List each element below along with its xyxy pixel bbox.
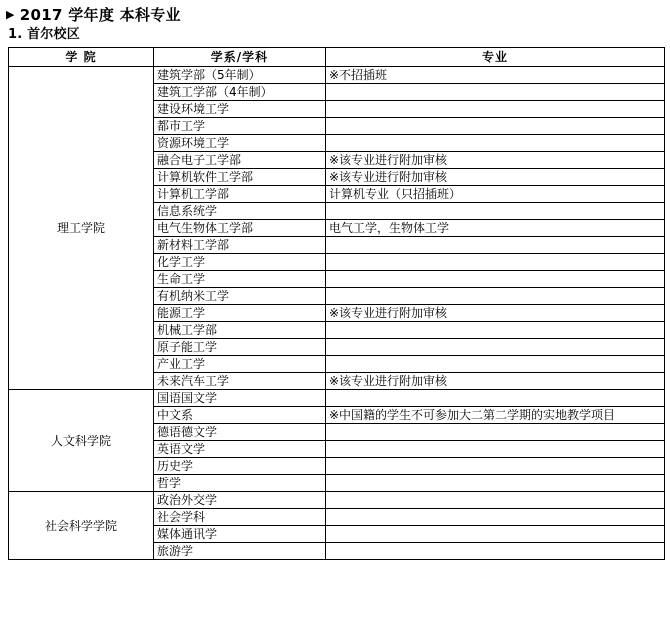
major-cell: ※该专业进行附加审核 (326, 169, 665, 186)
department-cell: 信息系统学 (154, 203, 326, 220)
department-cell: 政治外交学 (154, 492, 326, 509)
table-header-row (9, 48, 665, 67)
department-cell: 原子能工学 (154, 339, 326, 356)
table-body (9, 67, 665, 560)
major-cell (326, 441, 665, 458)
department-cell: 产业工学 (154, 356, 326, 373)
department-cell: 旅游学 (154, 543, 326, 560)
major-cell (326, 101, 665, 118)
triangle-marker-icon: ▶ (6, 8, 15, 21)
major-cell: ※该专业进行附加审核 (326, 152, 665, 169)
major-cell (326, 203, 665, 220)
department-cell: 机械工学部 (154, 322, 326, 339)
major-cell (326, 526, 665, 543)
major-cell (326, 356, 665, 373)
department-cell: 建筑工学部（4年制） (154, 84, 326, 101)
department-cell: 哲学 (154, 475, 326, 492)
table-row (9, 492, 665, 509)
department-cell: 生命工学 (154, 271, 326, 288)
department-cell: 国语国文学 (154, 390, 326, 407)
major-cell (326, 84, 665, 101)
major-cell: ※不招插班 (326, 67, 665, 84)
department-cell: 有机纳米工学 (154, 288, 326, 305)
column-header-department: 学系/学科 (154, 48, 326, 67)
major-cell (326, 288, 665, 305)
major-cell: 电气工学，生物体工学 (326, 220, 665, 237)
section-number: 1. (8, 27, 23, 42)
major-cell (326, 543, 665, 560)
department-cell: 能源工学 (154, 305, 326, 322)
section-heading (8, 27, 664, 43)
department-cell: 中文系 (154, 407, 326, 424)
major-cell (326, 475, 665, 492)
college-cell: 社会科学学院 (9, 492, 154, 560)
department-cell: 融合电子工学部 (154, 152, 326, 169)
major-cell (326, 509, 665, 526)
department-cell: 都市工学 (154, 118, 326, 135)
major-cell (326, 271, 665, 288)
department-cell: 新材料工学部 (154, 237, 326, 254)
department-cell: 未来汽车工学 (154, 373, 326, 390)
department-cell: 计算机软件工学部 (154, 169, 326, 186)
major-cell (326, 322, 665, 339)
major-cell (326, 135, 665, 152)
department-cell: 建设环境工学 (154, 101, 326, 118)
department-cell: 德语德文学 (154, 424, 326, 441)
department-cell: 资源环境工学 (154, 135, 326, 152)
major-cell: 计算机专业（只招插班） (326, 186, 665, 203)
major-cell (326, 492, 665, 509)
major-cell (326, 254, 665, 271)
section-name: 首尔校区 (27, 27, 80, 42)
major-cell: ※该专业进行附加审核 (326, 305, 665, 322)
department-cell: 社会学科 (154, 509, 326, 526)
table-row (9, 390, 665, 407)
major-cell (326, 390, 665, 407)
major-cell (326, 458, 665, 475)
department-cell: 计算机工学部 (154, 186, 326, 203)
college-cell: 理工学院 (9, 67, 154, 390)
major-cell (326, 118, 665, 135)
major-cell: ※该专业进行附加审核 (326, 373, 665, 390)
major-cell (326, 237, 665, 254)
page-title (6, 6, 664, 24)
majors-table (8, 47, 665, 560)
department-cell: 媒体通讯学 (154, 526, 326, 543)
major-cell: ※中国籍的学生不可参加大二第二学期的实地教学项目 (326, 407, 665, 424)
column-header-major: 专业 (326, 48, 665, 67)
department-cell: 建筑学部（5年制） (154, 67, 326, 84)
department-cell: 英语文学 (154, 441, 326, 458)
column-header-college: 学 院 (9, 48, 154, 67)
department-cell: 电气生物体工学部 (154, 220, 326, 237)
department-cell: 历史学 (154, 458, 326, 475)
page-title-text: 2017 学年度 本科专业 (19, 6, 181, 24)
college-cell: 人文科学院 (9, 390, 154, 492)
table-row (9, 67, 665, 84)
major-cell (326, 424, 665, 441)
major-cell (326, 339, 665, 356)
department-cell: 化学工学 (154, 254, 326, 271)
